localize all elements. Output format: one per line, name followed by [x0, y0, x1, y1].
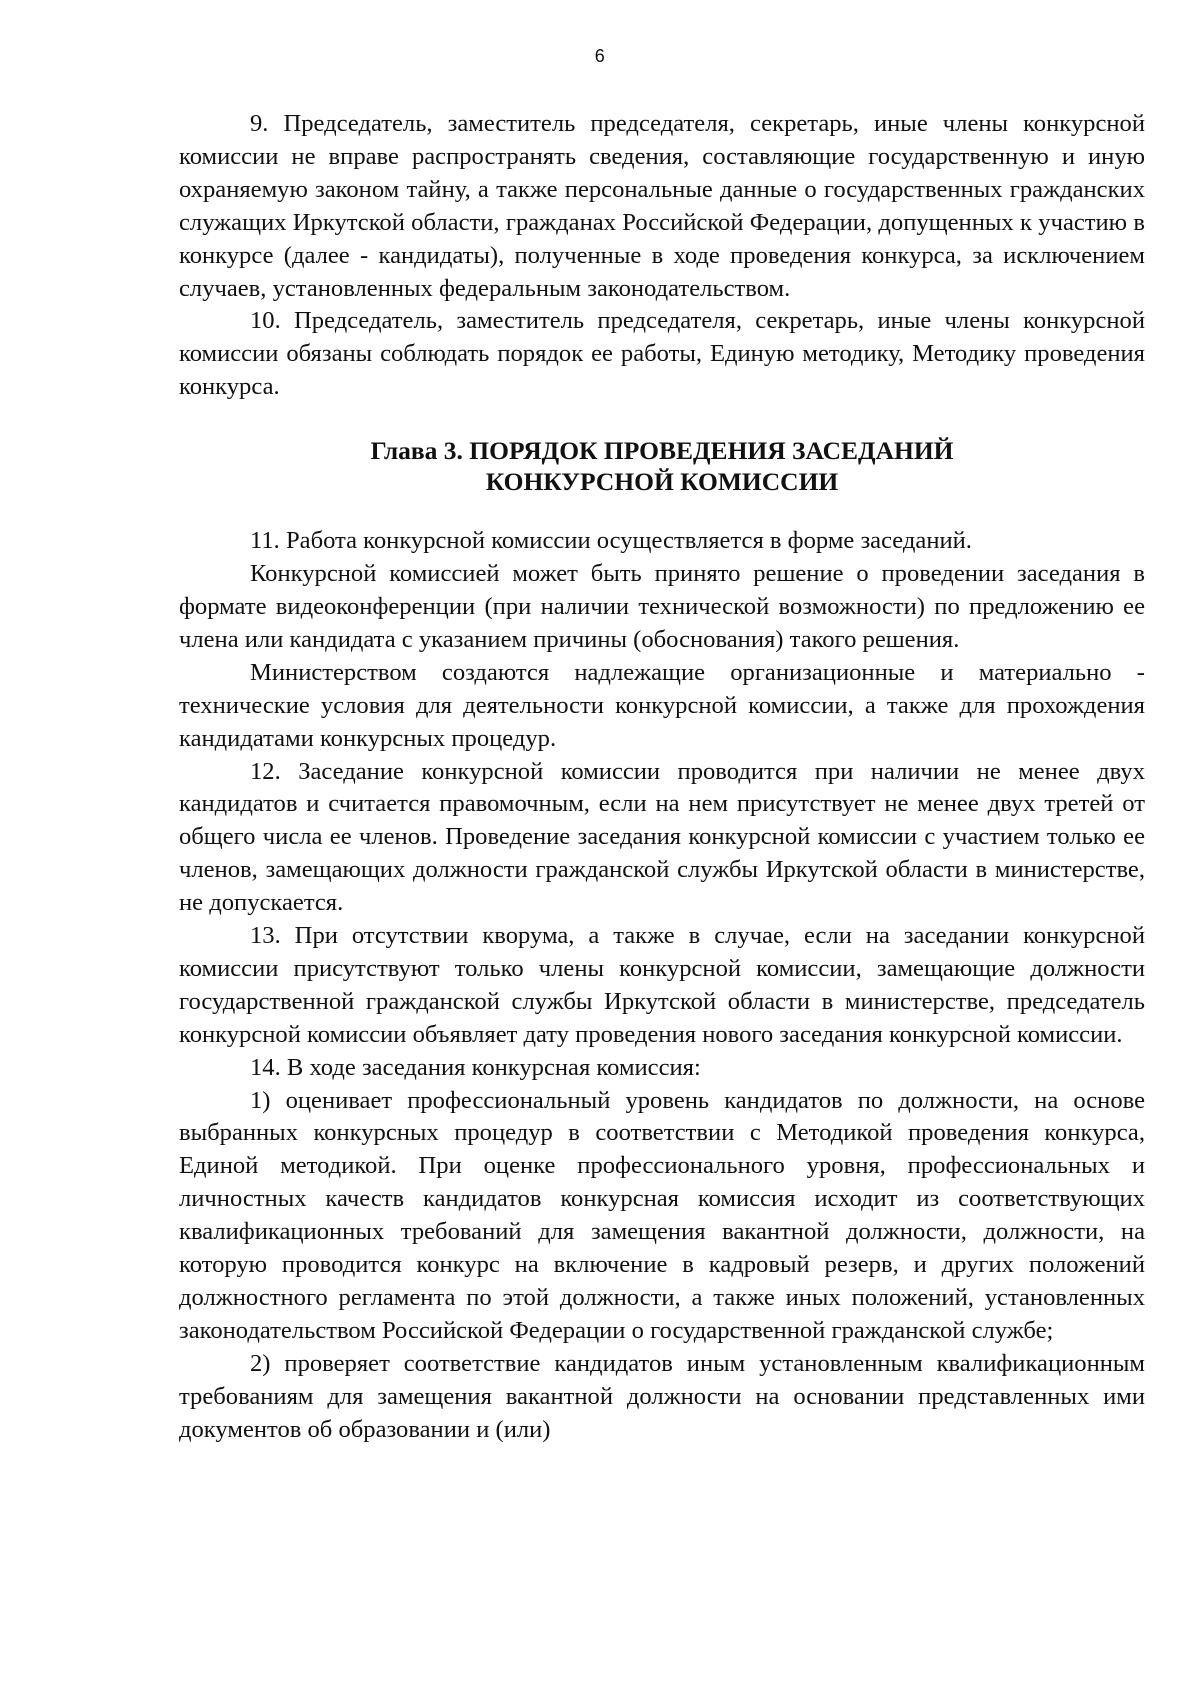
paragraph-10: 10. Председатель, заместитель председателя, секретарь, иные члены конкурсной комиссии обязаны соблюдать порядок ее работы, Единую методику, Методику проведения конкурса. [179, 307, 1145, 401]
chapter-heading-line-1: Глава 3. ПОРЯДОК ПРОВЕДЕНИЯ ЗАСЕДАНИЙ [370, 436, 954, 466]
paragraph-11-videoconference: Конкурсной комиссией может быть принято решение о проведении заседания в формате видеоконференции (при наличии технической возможности) по предложению ее члена или кандидата с указанием причины (обоснования) такого решения. [179, 560, 1145, 653]
paragraph-11: 11. Работа конкурсной комиссии осуществляется в форме заседаний. [250, 527, 972, 555]
paragraph-11-ministry-conditions: Министерством создаются надлежащие организационные и материально - технические условия для деятельности конкурсной комиссии, а также для прохождения кандидатами конкурсных процедур. [179, 658, 1145, 752]
paragraph-14-item-2: 2) проверяет соответствие кандидатов иным установленным квалификационным требованиям для замещения вакантной должности на основании представленных ими документов об образовании и (или) [179, 1349, 1145, 1443]
chapter-heading-line-2: КОНКУРСНОЙ КОМИССИИ [485, 467, 839, 497]
chapter-heading [179, 435, 1145, 497]
paragraph-9: 9. Председатель, заместитель председателя, секретарь, иные члены конкурсной комиссии не вправе распространять сведения, составляющие государственную и иную охраняемую законом тайну, а также персональные данные о государственных гражданских служащих Иркутской области, гражданах Российской Федерации, допущенных к участию в конкурсе (далее - кандидаты), полученные в ходе проведения конкурса, за исключением случаев, установленных федеральным законодательством. [179, 110, 1145, 302]
paragraph-14: 14. В ходе заседания конкурсная комиссия: [250, 1053, 701, 1081]
page-number: 6 [594, 46, 606, 66]
document-body [179, 108, 1145, 1447]
paragraph-14-item-1: 1) оценивает профессиональный уровень кандидатов по должности, на основе выбранных конкурсных процедур в соответствии с Методикой проведения конкурса, Единой методикой. При оценке профессионального уровня, профессиональных и личностных качеств кандидатов конкурсная комиссия исходит из соответствующих квалификационных требований для замещения вакантной должности, должности, на которую проводится конкурс на включение в кадровый резерв, и других положений должностного регламента по этой должности, а также иных положений, установленных законодательством Российской Федерации о государственной гражданской службе; [179, 1086, 1145, 1344]
paragraph-12: 12. Заседание конкурсной комиссии проводится при наличии не менее двух кандидатов и считается правомочным, если на нем присутствует не менее двух третей от общего числа ее членов. Проведение заседания конкурсной комиссии с участием только ее членов, замещающих должности гражданской службы Иркутской области в министерстве, не допускается. [179, 757, 1145, 917]
paragraph-13: 13. При отсутствии кворума, а также в случае, если на заседании конкурсной комиссии присутствуют только члены конкурсной комиссии, замещающие должности государственной гражданской службы Иркутской области в министерстве, председатель конкурсной комиссии объявляет дату проведения нового заседания конкурсной комиссии. [179, 922, 1145, 1048]
